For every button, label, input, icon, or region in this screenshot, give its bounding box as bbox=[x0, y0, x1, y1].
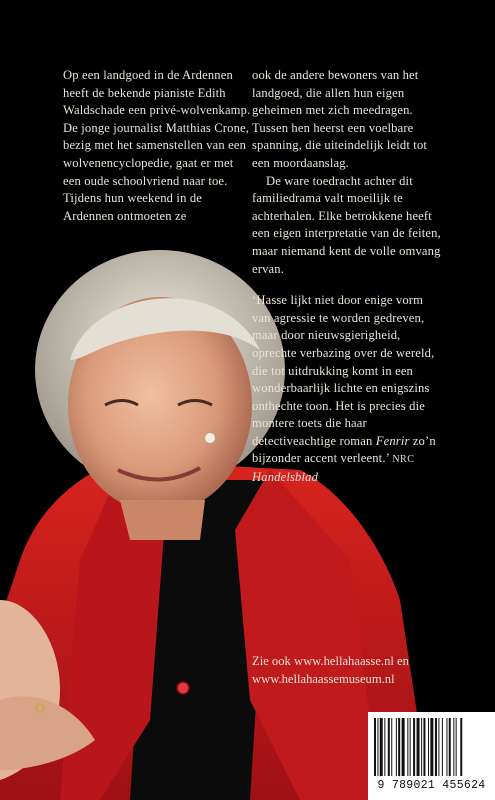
blurb-left-column bbox=[63, 67, 253, 225]
blurb-right-column bbox=[252, 67, 442, 487]
barcode-bars bbox=[374, 718, 490, 776]
isbn-barcode bbox=[368, 712, 495, 800]
link-line[interactable]: Zie ook www.hellahaasse.nl en bbox=[252, 654, 409, 668]
isbn-number: 9 789021 455624 bbox=[377, 779, 486, 792]
blurb-paragraph: ook de andere bewoners van het landgoed, die allen hun eigen geheimen met zich meedragen. Tussen hen heerst een voelbare spanning, die uiteindelijk leidt tot een moordaanslag. bbox=[252, 68, 428, 170]
review-source-name: Handelsblad bbox=[252, 470, 319, 485]
blurb-paragraph: De ware toedracht achter dit familiedrama valt moeilijk te achterhalen. Elke betrokkene heeft een eigen interpretatie van de feiten, maar niemand kent de volle omvang ervan. bbox=[252, 173, 441, 276]
blurb-paragraph: Op een landgoed in de Ardennen heeft de bekende pianiste Edith Waldschade een privé-wolvenkamp. De jonge journalist Matthias Crone, bezig met het samenstellen van een wolvenencyclopedie, gaat er met een oude schoolvriend naar toe. Tijdens hun weekend in de Ardennen ontmoeten ze bbox=[63, 68, 251, 223]
review-source: NRC bbox=[392, 454, 415, 466]
book-title: Fenrir bbox=[375, 433, 410, 448]
link-line[interactable]: www.hellahaassemuseum.nl bbox=[252, 671, 395, 686]
review-quote: ‘Hasse lijkt niet door enige vorm van agressie te worden gedreven, maar door nieuwsgierigheid, oprechte verbazing over de wereld, die tot uitdrukking komt in een wonderbaarlijk lichte en enigszins onthechte toon. Het is precies die montere toets die haar detectiveachtige roman Fenrir zo’n bijzonder accent verleent.’ NRC Handelsblad bbox=[252, 293, 436, 485]
website-links bbox=[252, 653, 492, 688]
